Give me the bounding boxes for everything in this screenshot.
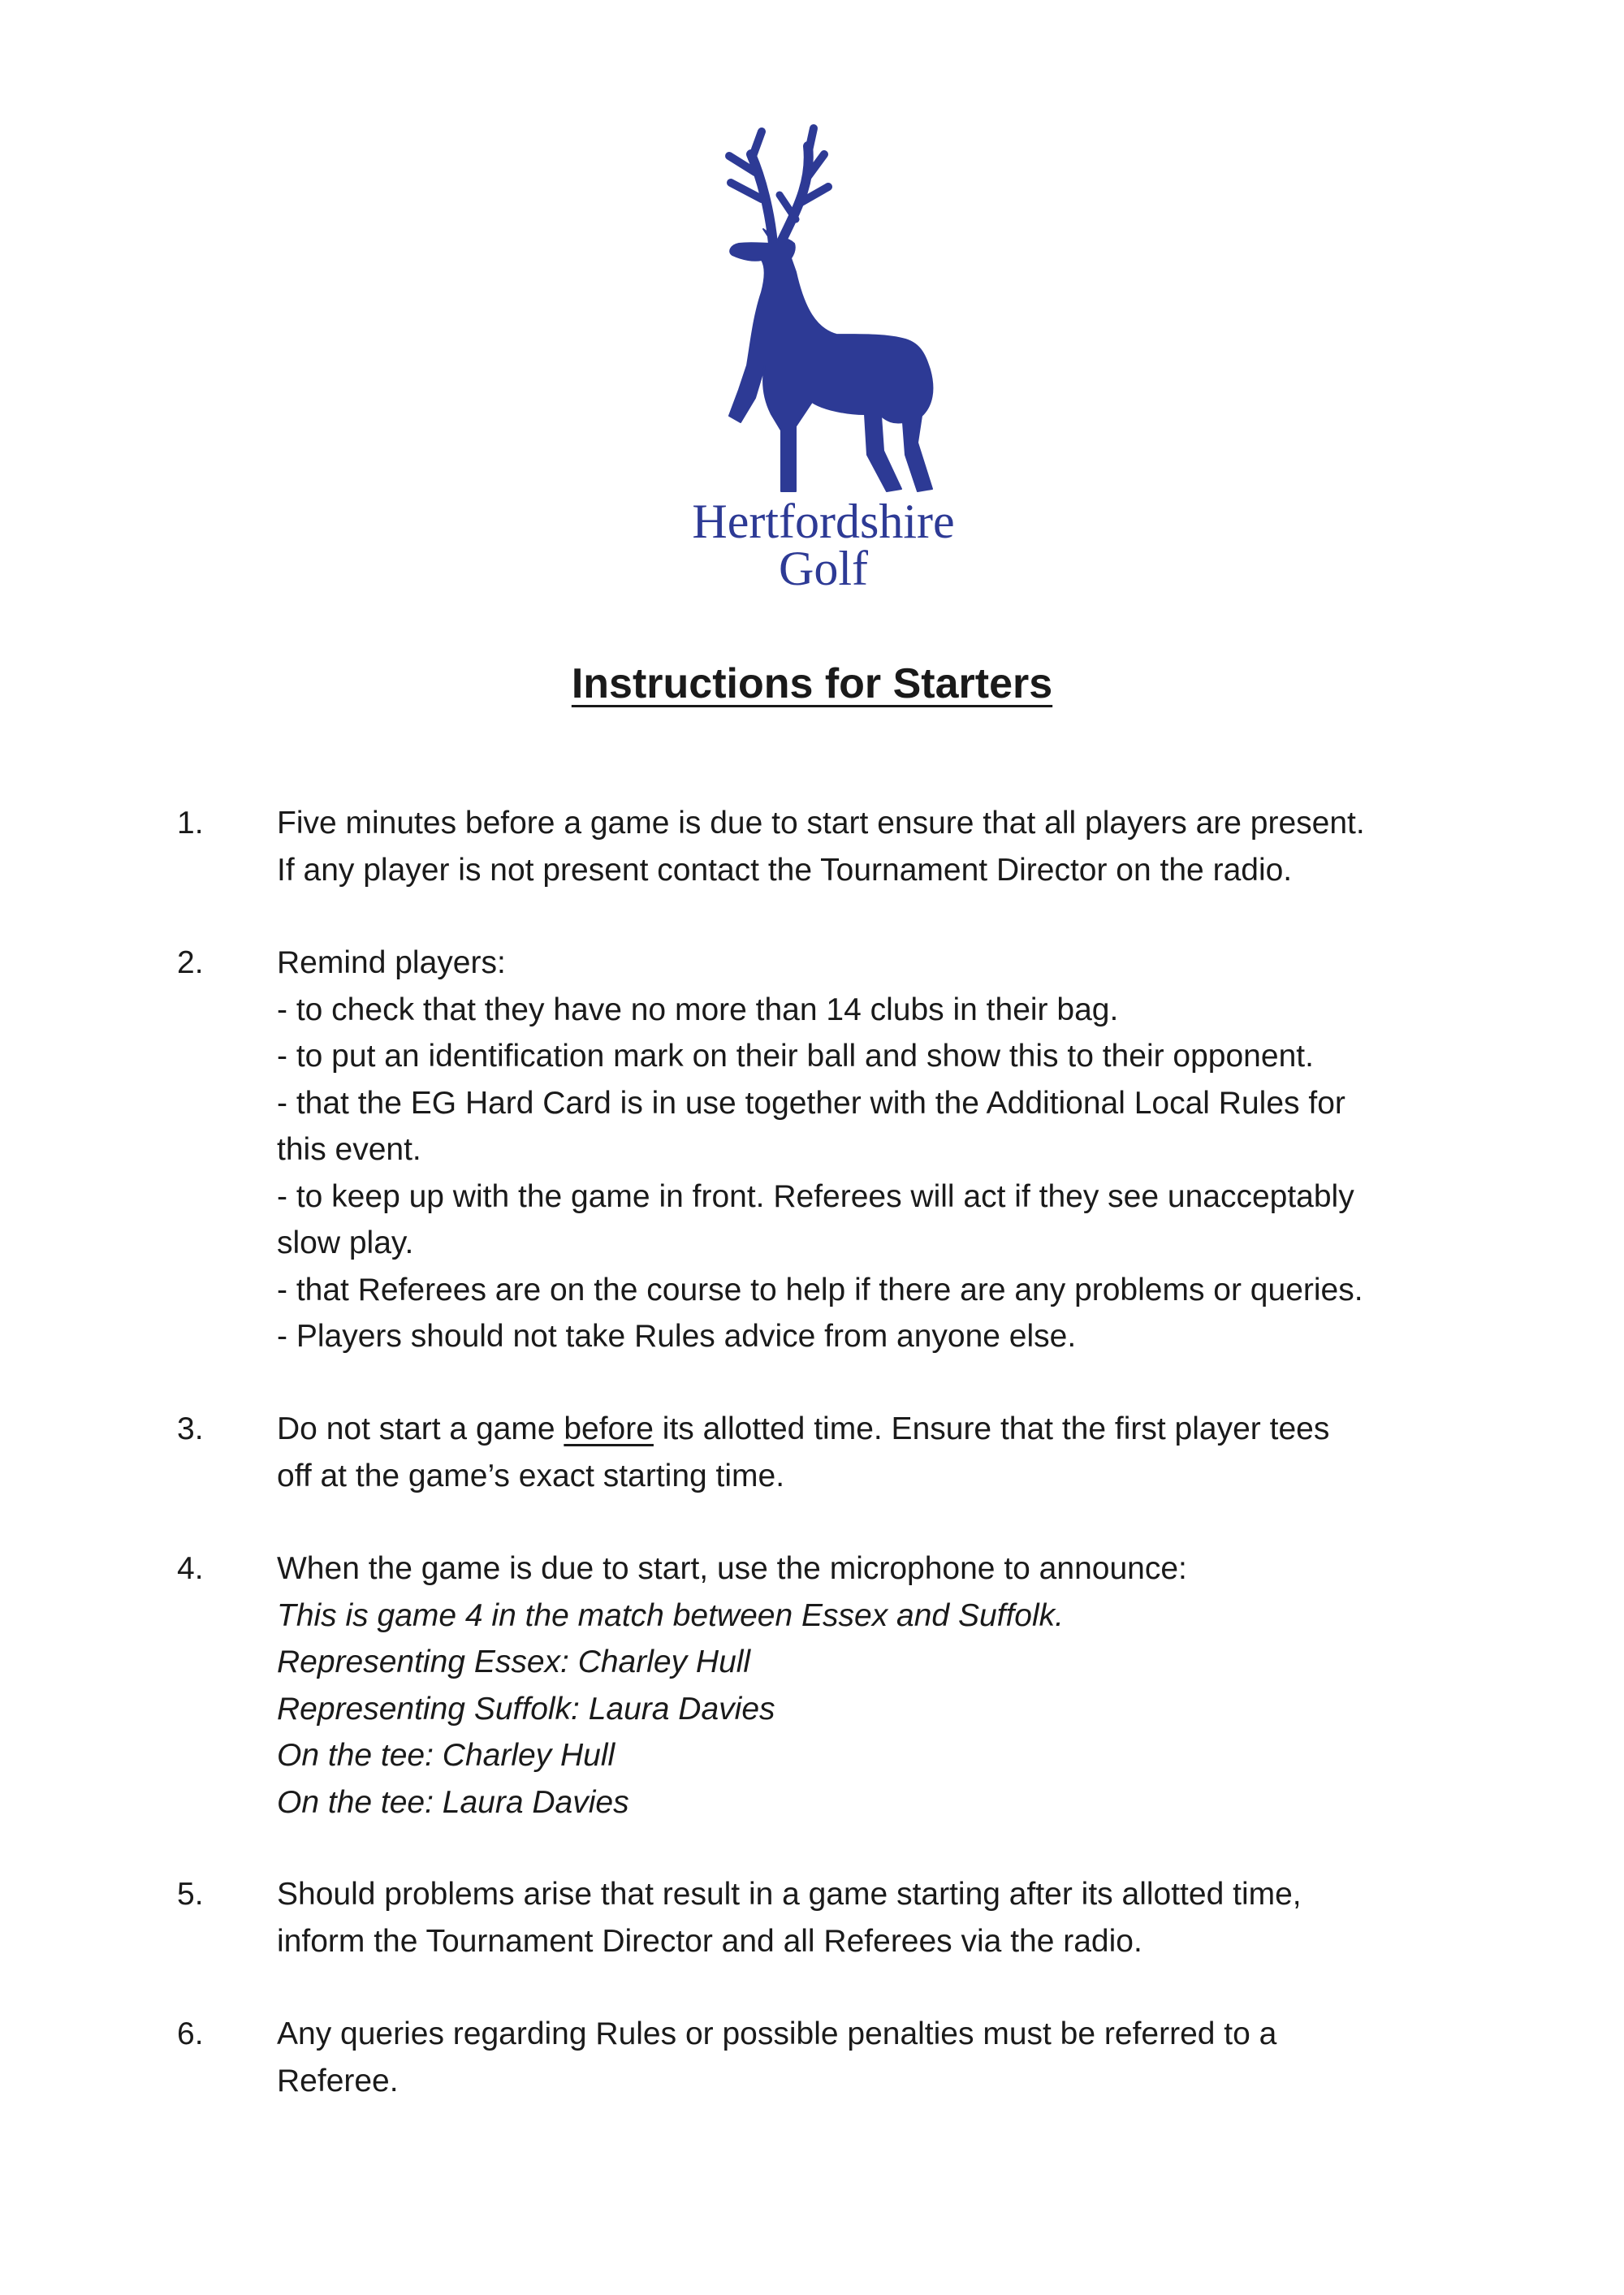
- item-line: inform the Tournament Director and all Referees via the radio.: [277, 1923, 1142, 1959]
- item-2-number: 2.: [177, 945, 204, 980]
- item-line: - Players should not take Rules advice from anyone else.: [277, 1319, 1077, 1354]
- item-line: - to keep up with the game in front. Referees will act if they see unacceptably: [277, 1178, 1354, 1214]
- logo-wordmark-line2: Golf: [779, 542, 868, 595]
- item-line: Five minutes before a game is due to start ensure that all players are present.: [277, 806, 1365, 841]
- item-6-number: 6.: [177, 2016, 204, 2051]
- item-5-number: 5.: [177, 1877, 204, 1912]
- item-1-text: [277, 800, 1544, 893]
- announcement-line: This is game 4 in the match between Essex and Suffolk.: [277, 1597, 1065, 1633]
- item-line: slow play.: [277, 1225, 414, 1260]
- item-line: [277, 1406, 1544, 1453]
- page-title: Instructions for Starters: [571, 660, 1053, 707]
- item-1-number: 1.: [177, 806, 204, 841]
- item-line: - to check that they have no more than 14 clubs in their bag.: [277, 992, 1119, 1027]
- logo-wordmark-line1: Hertfordshire: [692, 495, 955, 548]
- item-line: Remind players:: [277, 945, 506, 980]
- emphasis-underlined: before: [564, 1411, 654, 1446]
- item-line: Should problems arise that result in a game starting after its allotted time,: [277, 1877, 1302, 1912]
- item-line: Any queries regarding Rules or possible penalties must be referred to a: [277, 2016, 1277, 2051]
- item-line: - that the EG Hard Card is in use together with the Additional Local Rules for: [277, 1085, 1345, 1121]
- item-line: When the game is due to start, use the microphone to announce:: [277, 1551, 1187, 1586]
- announcement-line: Representing Essex: Charley Hull: [277, 1645, 751, 1679]
- item-4-number: 4.: [177, 1551, 204, 1586]
- announcement-line: Representing Suffolk: Laura Davies: [277, 1691, 775, 1727]
- item-4-text: [277, 1545, 1544, 1826]
- item-2-text: [277, 940, 1544, 1360]
- item-3-number: 3.: [177, 1411, 204, 1446]
- item-line: If any player is not present contact the Tournament Director on the radio.: [277, 852, 1293, 888]
- stag-icon: [674, 122, 974, 495]
- item-5-text: [277, 1871, 1544, 1964]
- announcement-line: On the tee: Laura Davies: [277, 1784, 629, 1820]
- item-3-text: [277, 1406, 1544, 1499]
- item-line: Referee.: [277, 2063, 399, 2098]
- item-6-text: [277, 2011, 1544, 2104]
- item-line: - that Referees are on the course to help if there are any problems or queries.: [277, 1272, 1363, 1307]
- item-line: this event.: [277, 1132, 421, 1167]
- item-text: its allotted time. Ensure that the first player tees: [653, 1411, 1330, 1446]
- item-line: - to put an identification mark on their ball and show this to their opponent.: [277, 1039, 1314, 1074]
- item-text: Do not start a game: [277, 1411, 564, 1446]
- item-line: off at the game’s exact starting time.: [277, 1458, 785, 1493]
- announcement-line: On the tee: Charley Hull: [277, 1738, 615, 1773]
